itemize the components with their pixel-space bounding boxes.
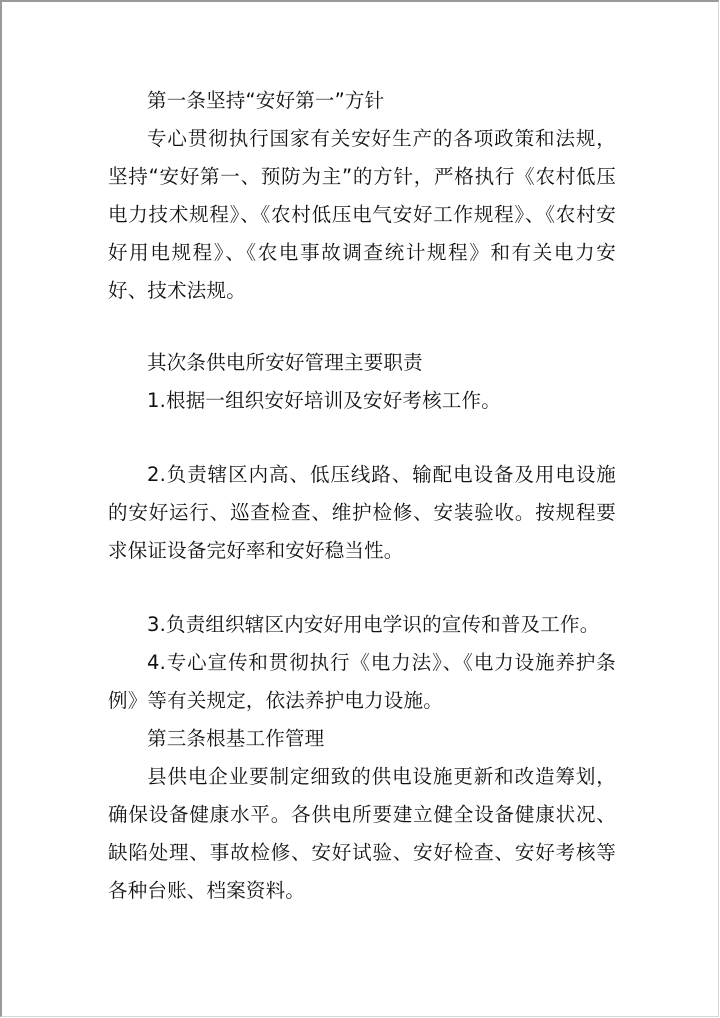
article-3-body: 县供电企业要制定细致的供电设施更新和改造筹划，确保设备健康水平。各供电所要建立健全设备健康状况、缺陷处理、事故检修、安好试验、安好检查、安好考核等各种台账、档案资料。 — [108, 765, 616, 902]
article-2-heading: 其次条供电所安好管理主要职责 — [147, 351, 423, 374]
article-2-item-2: 2.负责辖区内高、低压线路、输配电设备及用电设施的安好运行、巡查检查、维护检修、安装验收。按规程要求保证设备完好率和安好稳当性。 — [108, 463, 616, 562]
article-3-heading: 第三条根基工作管理 — [147, 727, 325, 750]
article-2-item-3: 3.负责组织辖区内安好用电学识的宣传和普及工作。 — [147, 613, 600, 636]
article-1-heading: 第一条坚持“安好第一”方针 — [147, 89, 385, 112]
document-body — [108, 82, 616, 910]
article-1-body: 专心贯彻执行国家有关安好生产的各项政策和法规，坚持“安好第一、预防为主”的方针，严格执行《农村低压电力技术规程》、《农村低压电气安好工作规程》、《农村安好用电规程》、《农电事故调查统计规程》和有关电力安好、技术法规。 — [108, 127, 616, 302]
article-2-item-4: 4.专心宣传和贯彻执行《电力法》、《电力设施养护条例》等有关规定，依法养护电力设施。 — [108, 651, 616, 712]
article-2-item-1: 1.根据一组织安好培训及安好考核工作。 — [147, 389, 501, 412]
